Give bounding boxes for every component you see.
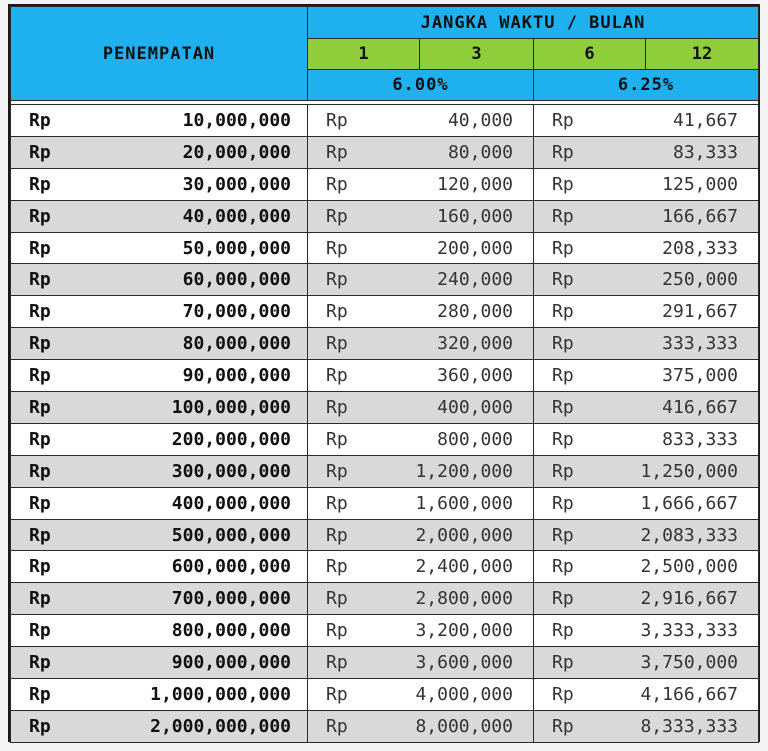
- interest-long-cell: [534, 105, 759, 137]
- interest-short-amount: 800,000: [437, 428, 513, 450]
- currency-label: Rp: [29, 428, 51, 450]
- table-row: [11, 168, 759, 200]
- currency-label: Rp: [326, 141, 348, 163]
- interest-short-amount: 120,000: [437, 173, 513, 195]
- interest-short-amount: 1,200,000: [415, 460, 513, 482]
- interest-short-amount: 40,000: [447, 109, 513, 131]
- placement-cell: [11, 710, 308, 742]
- currency-label: Rp: [326, 109, 348, 131]
- table-row: [11, 392, 759, 424]
- interest-long-amount: 375,000: [662, 365, 739, 387]
- month-header-6: 6: [534, 39, 646, 70]
- placement-amount: 900,000,000: [171, 652, 291, 674]
- interest-short-amount: 160,000: [437, 205, 513, 227]
- currency-label: Rp: [29, 524, 51, 546]
- interest-long-amount: 1,666,667: [640, 492, 739, 514]
- placement-amount: 30,000,000: [182, 173, 291, 195]
- currency-label: Rp: [552, 173, 574, 195]
- interest-short-amount: 360,000: [437, 365, 513, 387]
- placement-amount: 50,000,000: [182, 237, 291, 259]
- placement-amount: 40,000,000: [182, 205, 291, 227]
- currency-label: Rp: [326, 205, 348, 227]
- interest-short-amount: 8,000,000: [415, 715, 513, 737]
- currency-label: Rp: [29, 620, 51, 642]
- interest-short-amount: 2,000,000: [415, 524, 513, 546]
- table-row: [11, 679, 759, 711]
- currency-label: Rp: [29, 683, 51, 705]
- placement-amount: 80,000,000: [182, 333, 291, 355]
- month-header-1: 1: [308, 39, 420, 70]
- interest-long-cell: [534, 423, 759, 455]
- placement-cell: [11, 423, 308, 455]
- placement-header: PENEMPATAN: [11, 7, 308, 101]
- interest-short-cell: [308, 200, 534, 232]
- table-row: [11, 710, 759, 742]
- currency-label: Rp: [29, 237, 51, 259]
- placement-amount: 300,000,000: [171, 460, 291, 482]
- interest-long-amount: 208,333: [662, 237, 739, 259]
- placement-cell: [11, 392, 308, 424]
- currency-label: Rp: [29, 173, 51, 195]
- interest-short-amount: 280,000: [437, 301, 513, 323]
- interest-short-amount: 4,000,000: [415, 683, 513, 705]
- currency-label: Rp: [29, 109, 51, 131]
- placement-amount: 90,000,000: [182, 365, 291, 387]
- currency-label: Rp: [326, 524, 348, 546]
- interest-long-cell: [534, 168, 759, 200]
- interest-short-amount: 2,800,000: [415, 588, 513, 610]
- placement-cell: [11, 647, 308, 679]
- currency-label: Rp: [552, 109, 574, 131]
- interest-long-amount: 2,083,333: [640, 524, 739, 546]
- currency-label: Rp: [552, 396, 574, 418]
- currency-label: Rp: [29, 141, 51, 163]
- table-row: [11, 232, 759, 264]
- table-row: [11, 423, 759, 455]
- currency-label: Rp: [552, 365, 574, 387]
- interest-long-amount: 291,667: [662, 301, 739, 323]
- placement-cell: [11, 583, 308, 615]
- rate-header-long: 6.25%: [534, 70, 759, 101]
- interest-short-cell: [308, 615, 534, 647]
- table-body: [11, 105, 759, 743]
- currency-label: Rp: [29, 365, 51, 387]
- currency-label: Rp: [326, 428, 348, 450]
- interest-short-amount: 2,400,000: [415, 556, 513, 578]
- interest-short-cell: [308, 583, 534, 615]
- interest-short-amount: 3,200,000: [415, 620, 513, 642]
- interest-long-amount: 1,250,000: [640, 460, 739, 482]
- interest-short-cell: [308, 360, 534, 392]
- currency-label: Rp: [326, 173, 348, 195]
- currency-label: Rp: [326, 556, 348, 578]
- interest-long-amount: 2,500,000: [640, 556, 739, 578]
- interest-short-cell: [308, 105, 534, 137]
- placement-amount: 2,000,000,000: [150, 715, 291, 737]
- placement-cell: [11, 264, 308, 296]
- interest-short-amount: 80,000: [447, 141, 513, 163]
- interest-long-cell: [534, 583, 759, 615]
- placement-amount: 400,000,000: [171, 492, 291, 514]
- currency-label: Rp: [552, 205, 574, 227]
- currency-label: Rp: [326, 237, 348, 259]
- placement-amount: 500,000,000: [171, 524, 291, 546]
- interest-long-cell: [534, 551, 759, 583]
- interest-long-cell: [534, 615, 759, 647]
- currency-label: Rp: [29, 492, 51, 514]
- interest-short-cell: [308, 264, 534, 296]
- interest-short-cell: [308, 168, 534, 200]
- currency-label: Rp: [29, 460, 51, 482]
- placement-cell: [11, 519, 308, 551]
- placement-cell: [11, 551, 308, 583]
- currency-label: Rp: [326, 301, 348, 323]
- interest-short-amount: 3,600,000: [415, 652, 513, 674]
- currency-label: Rp: [29, 556, 51, 578]
- table-row: [11, 296, 759, 328]
- currency-label: Rp: [29, 396, 51, 418]
- table-row: [11, 105, 759, 137]
- currency-label: Rp: [552, 715, 574, 737]
- placement-cell: [11, 615, 308, 647]
- currency-label: Rp: [552, 269, 574, 291]
- interest-short-amount: 400,000: [437, 396, 513, 418]
- placement-amount: 10,000,000: [182, 109, 291, 131]
- interest-long-cell: [534, 487, 759, 519]
- currency-label: Rp: [552, 141, 574, 163]
- currency-label: Rp: [29, 652, 51, 674]
- currency-label: Rp: [326, 269, 348, 291]
- interest-long-cell: [534, 519, 759, 551]
- interest-long-cell: [534, 647, 759, 679]
- currency-label: Rp: [29, 301, 51, 323]
- placement-amount: 70,000,000: [182, 301, 291, 323]
- interest-long-cell: [534, 296, 759, 328]
- table-row: [11, 200, 759, 232]
- interest-long-amount: 416,667: [662, 396, 739, 418]
- placement-cell: [11, 168, 308, 200]
- currency-label: Rp: [326, 396, 348, 418]
- currency-label: Rp: [552, 301, 574, 323]
- interest-long-amount: 250,000: [662, 269, 739, 291]
- interest-long-amount: 3,750,000: [640, 652, 739, 674]
- currency-label: Rp: [326, 683, 348, 705]
- table-row: [11, 264, 759, 296]
- interest-short-amount: 200,000: [437, 237, 513, 259]
- interest-long-cell: [534, 264, 759, 296]
- deposit-rate-table-frame: [8, 4, 760, 742]
- month-header-12: 12: [646, 39, 759, 70]
- placement-amount: 800,000,000: [171, 620, 291, 642]
- placement-cell: [11, 136, 308, 168]
- interest-long-cell: [534, 232, 759, 264]
- currency-label: Rp: [29, 333, 51, 355]
- interest-short-cell: [308, 296, 534, 328]
- currency-label: Rp: [552, 652, 574, 674]
- currency-label: Rp: [326, 365, 348, 387]
- interest-long-amount: 333,333: [662, 333, 739, 355]
- interest-short-cell: [308, 519, 534, 551]
- currency-label: Rp: [326, 492, 348, 514]
- placement-cell: [11, 328, 308, 360]
- table-row: [11, 551, 759, 583]
- currency-label: Rp: [29, 269, 51, 291]
- interest-short-cell: [308, 647, 534, 679]
- interest-long-amount: 41,667: [672, 109, 739, 131]
- interest-short-cell: [308, 423, 534, 455]
- currency-label: Rp: [326, 715, 348, 737]
- placement-amount: 600,000,000: [171, 556, 291, 578]
- interest-long-cell: [534, 455, 759, 487]
- currency-label: Rp: [326, 588, 348, 610]
- interest-long-cell: [534, 392, 759, 424]
- table-header: [11, 7, 759, 105]
- placement-amount: 200,000,000: [171, 428, 291, 450]
- table-row: [11, 583, 759, 615]
- interest-long-amount: 4,166,667: [640, 683, 739, 705]
- interest-short-cell: [308, 487, 534, 519]
- interest-long-cell: [534, 679, 759, 711]
- placement-amount: 700,000,000: [171, 588, 291, 610]
- currency-label: Rp: [552, 588, 574, 610]
- placement-cell: [11, 232, 308, 264]
- currency-label: Rp: [552, 333, 574, 355]
- interest-long-amount: 83,333: [672, 141, 739, 163]
- table-row: [11, 519, 759, 551]
- placement-cell: [11, 487, 308, 519]
- interest-long-cell: [534, 360, 759, 392]
- interest-long-cell: [534, 136, 759, 168]
- table-row: [11, 136, 759, 168]
- currency-label: Rp: [552, 620, 574, 642]
- currency-label: Rp: [552, 460, 574, 482]
- interest-short-cell: [308, 710, 534, 742]
- interest-long-amount: 8,333,333: [640, 715, 739, 737]
- table-row: [11, 647, 759, 679]
- currency-label: Rp: [552, 237, 574, 259]
- placement-amount: 1,000,000,000: [150, 683, 291, 705]
- table-row: [11, 455, 759, 487]
- placement-cell: [11, 360, 308, 392]
- interest-short-cell: [308, 551, 534, 583]
- placement-cell: [11, 105, 308, 137]
- interest-long-amount: 833,333: [662, 428, 739, 450]
- table-row: [11, 487, 759, 519]
- table-row: [11, 328, 759, 360]
- deposit-rate-table: [10, 6, 759, 743]
- currency-label: Rp: [552, 683, 574, 705]
- currency-label: Rp: [552, 556, 574, 578]
- currency-label: Rp: [29, 205, 51, 227]
- interest-short-amount: 1,600,000: [415, 492, 513, 514]
- table-row: [11, 615, 759, 647]
- interest-long-cell: [534, 328, 759, 360]
- interest-short-cell: [308, 328, 534, 360]
- currency-label: Rp: [326, 333, 348, 355]
- interest-long-amount: 166,667: [662, 205, 739, 227]
- interest-long-amount: 2,916,667: [640, 588, 739, 610]
- interest-short-amount: 240,000: [437, 269, 513, 291]
- placement-amount: 20,000,000: [182, 141, 291, 163]
- rate-header-short: 6.00%: [308, 70, 534, 101]
- interest-short-amount: 320,000: [437, 333, 513, 355]
- currency-label: Rp: [29, 588, 51, 610]
- month-header-3: 3: [420, 39, 534, 70]
- interest-long-cell: [534, 710, 759, 742]
- currency-label: Rp: [552, 492, 574, 514]
- table-row: [11, 360, 759, 392]
- placement-amount: 60,000,000: [182, 269, 291, 291]
- currency-label: Rp: [552, 524, 574, 546]
- placement-cell: [11, 455, 308, 487]
- currency-label: Rp: [29, 715, 51, 737]
- interest-short-cell: [308, 136, 534, 168]
- interest-short-cell: [308, 679, 534, 711]
- currency-label: Rp: [326, 620, 348, 642]
- interest-short-cell: [308, 392, 534, 424]
- interest-long-amount: 125,000: [662, 173, 739, 195]
- placement-cell: [11, 200, 308, 232]
- currency-label: Rp: [326, 460, 348, 482]
- placement-amount: 100,000,000: [171, 396, 291, 418]
- placement-cell: [11, 679, 308, 711]
- currency-label: Rp: [552, 428, 574, 450]
- interest-long-amount: 3,333,333: [640, 620, 739, 642]
- currency-label: Rp: [326, 652, 348, 674]
- term-header: JANGKA WAKTU / BULAN: [308, 7, 759, 39]
- interest-short-cell: [308, 455, 534, 487]
- placement-cell: [11, 296, 308, 328]
- interest-long-cell: [534, 200, 759, 232]
- interest-short-cell: [308, 232, 534, 264]
